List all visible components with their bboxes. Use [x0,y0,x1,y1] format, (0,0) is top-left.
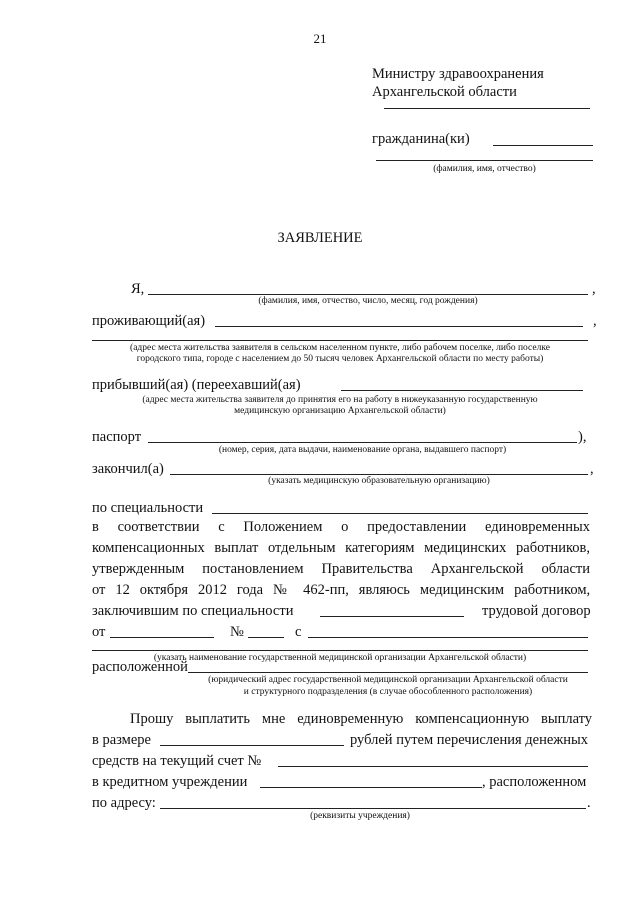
word: о [341,519,349,535]
requisites-caption: (реквизиты учреждения) [310,811,410,821]
ya-caption: (фамилия, имя, отчество, число, месяц, год рождения) [258,296,478,306]
concluded-specialty-blank [320,616,464,617]
graduated-caption: (указать медицинскую образовательную организацию) [268,476,490,486]
org-blank-2 [92,650,588,651]
word: отдельным [267,540,336,556]
word: являюсь [358,582,410,598]
amount-blank [160,745,344,746]
located-label: расположенной [92,659,188,675]
bank-located-text: , расположенном [482,774,587,790]
word: единовременных [485,519,591,535]
word: области [541,561,590,577]
address-end: . [587,795,591,811]
body-line-2 [92,541,590,556]
addressee-blank-line [384,108,590,109]
account-blank [278,766,588,767]
graduated-comma: , [590,461,594,477]
number-label: № [230,624,244,640]
passport-end: ), [578,429,587,445]
residing-label: проживающий(ая) [92,313,206,329]
from-label: от [92,624,106,640]
citizen-name-blank [493,145,593,146]
residing-caption-1: (адрес места жительства заявителя в сельском населенном пункте, либо рабочем поселке, либо поселке [130,343,550,353]
word: работником, [514,582,591,598]
word: 12 [115,582,130,598]
word: соответствии [117,519,200,535]
arrived-blank [341,390,583,391]
word: компенсационную [415,711,530,727]
word: Положением [243,519,323,535]
address-blank [160,808,586,809]
word: единовременную [297,711,404,727]
citizen-name-blank-2 [376,160,593,161]
specialty-label: по специальности [92,500,204,516]
residing-blank [215,326,583,327]
address-caption-1: (юридический адрес государственной медицинской организации Архангельской области [208,675,568,685]
body-line-1 [92,520,590,535]
word: Прошу [130,711,174,727]
word: медицинским [419,582,505,598]
number-blank [248,637,284,638]
word: с [218,519,225,535]
date-blank [110,637,214,638]
word: выплату [540,711,593,727]
amount-label: в размере [92,732,151,748]
word: года [236,582,264,598]
document-title: ЗАЯВЛЕНИЕ [277,230,363,246]
arrived-label: прибывший(ая) (переехавший(ая) [92,377,301,393]
word: утвержденным [92,561,185,577]
org-caption: (указать наименование государственной медицинской организации Архангельской области) [153,653,527,663]
ya-label: Я, [131,281,145,297]
word: 2012 [197,582,227,598]
passport-label: паспорт [92,429,142,445]
word: мне [261,711,286,727]
word: предоставлении [367,519,467,535]
request-line-1 [130,712,592,727]
concluded-label: заключившим по специальности [92,603,294,619]
address-label: по адресу: [92,795,156,811]
word: Архангельской [430,561,524,577]
bank-label: в кредитном учреждении [92,774,248,790]
citizen-label: гражданина(ки) [372,131,470,147]
body-line-4 [92,583,590,598]
word: постановлением [202,561,304,577]
contract-label: трудовой договор [482,603,591,619]
rubles-text: рублей путем перечисления денежных [350,732,589,748]
org-blank [308,637,588,638]
graduated-blank [170,474,588,475]
addressee-line-2: Архангельской области [372,84,517,100]
page-number: 21 [313,31,327,46]
graduated-label: закончил(а) [92,461,164,477]
word: выплат [214,540,259,556]
passport-caption: (номер, серия, дата выдачи, наименование органа, выдавшего паспорт) [218,445,507,455]
word: категориям [345,540,415,556]
word: Правительства [321,561,413,577]
fio-caption: (фамилия, имя, отчество) [433,164,536,174]
arrived-caption-1: (адрес места жительства заявителя до принятия его на работу в нижеуказанную государственную [142,395,538,405]
word: в [92,519,99,535]
addressee-line-1: Министру здравоохранения [372,66,544,82]
with-label: с [295,624,302,640]
residing-caption-2: городского типа, городе с населением до 50 тысяч человек Архангельской области по месту работы) [136,354,544,364]
ya-blank [148,294,588,295]
located-blank [188,672,588,673]
bank-blank [260,787,482,788]
word: выплатить [185,711,250,727]
word: от [92,582,106,598]
address-caption-2: и структурного подразделения (в случае обособленного расположения) [243,687,533,697]
word: медицинских [424,540,507,556]
passport-blank [148,442,577,443]
word: октября [139,582,188,598]
word: работников, [516,540,591,556]
body-line-3 [92,562,590,577]
specialty-blank [212,513,588,514]
word: 462-пп, [303,582,349,598]
residing-blank-2 [92,340,588,341]
residing-comma: , [593,313,597,329]
account-label: средств на текущий счет № [92,753,262,769]
word: компенсационных [92,540,205,556]
ya-comma: , [592,281,596,297]
arrived-caption-2: медицинскую организацию Архангельской области) [234,406,446,416]
word: № [273,582,294,598]
